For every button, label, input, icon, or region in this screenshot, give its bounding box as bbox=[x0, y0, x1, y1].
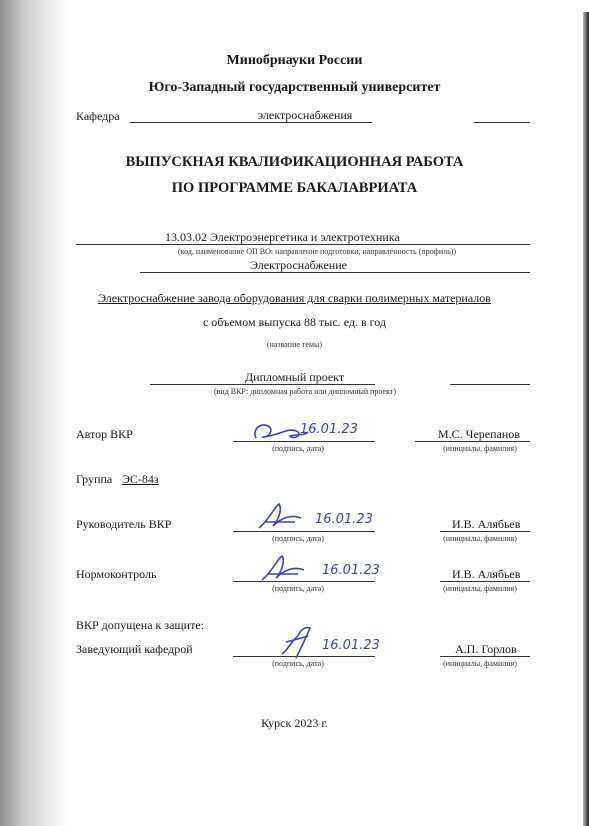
author-name-caption: (инициалы, фамилия) bbox=[443, 444, 517, 453]
document-title-line2: ПО ПРОГРАММЕ БАКАЛАВРИАТА bbox=[171, 180, 418, 196]
scan-edge-right bbox=[583, 12, 589, 826]
author-date: 16.01.23 bbox=[300, 422, 358, 437]
admitted-text: ВКР допущена к защите: bbox=[76, 618, 204, 632]
document-title-line1: ВЫПУСКНАЯ КВАЛИФИКАЦИОННАЯ РАБОТА bbox=[125, 154, 464, 170]
head-sign-caption: (подпись, дата) bbox=[272, 659, 324, 668]
ministry-title: Минобрнауки России bbox=[226, 53, 363, 68]
university-title: Юго-Западный государственный университет bbox=[148, 80, 441, 95]
profile-value: Электроснабжение bbox=[250, 258, 347, 272]
head-label: Заведующий кафедрой bbox=[76, 642, 193, 656]
supervisor-label: Руководитель ВКР bbox=[76, 517, 172, 531]
topic-line2: с объемом выпуска 88 тыс. ед. в год bbox=[202, 315, 387, 329]
normcontrol-date: 16.01.23 bbox=[322, 563, 380, 578]
department-value: электроснабжения bbox=[258, 108, 353, 122]
head-name: А.П. Горлов bbox=[455, 642, 517, 656]
author-name: М.С. Черепанов bbox=[438, 427, 520, 441]
supervisor-date: 16.01.23 bbox=[315, 512, 373, 527]
supervisor-name-caption: (инициалы, фамилия) bbox=[443, 534, 517, 543]
supervisor-name: И.В. Алябьев bbox=[452, 517, 521, 531]
department-underline-right bbox=[474, 122, 530, 123]
author-label: Автор ВКР bbox=[76, 427, 133, 441]
head-date: 16.01.23 bbox=[322, 638, 380, 653]
normcontrol-name-caption: (инициалы, фамилия) bbox=[443, 584, 517, 593]
topic-caption: (название темы) bbox=[266, 340, 323, 349]
department-label: Кафедра bbox=[76, 109, 120, 123]
worktype-underline-right bbox=[450, 384, 530, 385]
scan-shadow-left bbox=[0, 0, 70, 826]
normcontrol-name: И.В. Алябьев bbox=[452, 567, 521, 581]
supervisor-sign-caption: (подпись, дата) bbox=[272, 534, 324, 543]
topic-line1: Электроснабжение завода оборудования для сварки полимерных материалов bbox=[98, 291, 491, 305]
normcontrol-label: Нормоконтроль bbox=[76, 567, 157, 581]
group-label: Группа bbox=[76, 472, 113, 486]
normcontrol-sign-caption: (подпись, дата) bbox=[272, 584, 324, 593]
group-value: ЭС-84з bbox=[122, 472, 159, 486]
worktype-caption: (вид ВКР: дипломная работа или дипломный проект) bbox=[213, 387, 397, 396]
direction-value: 13.03.02 Электроэнергетика и электротехника bbox=[165, 230, 400, 244]
direction-caption: (код, наименование ОП ВО: направление подготовки, направленность (профиль)) bbox=[177, 247, 457, 256]
author-sign-caption: (подпись, дата) bbox=[272, 444, 324, 453]
city-year: Курск 2023 г. bbox=[261, 716, 328, 730]
worktype-value: Дипломный проект bbox=[245, 370, 345, 384]
head-name-caption: (инициалы, фамилия) bbox=[443, 659, 517, 668]
